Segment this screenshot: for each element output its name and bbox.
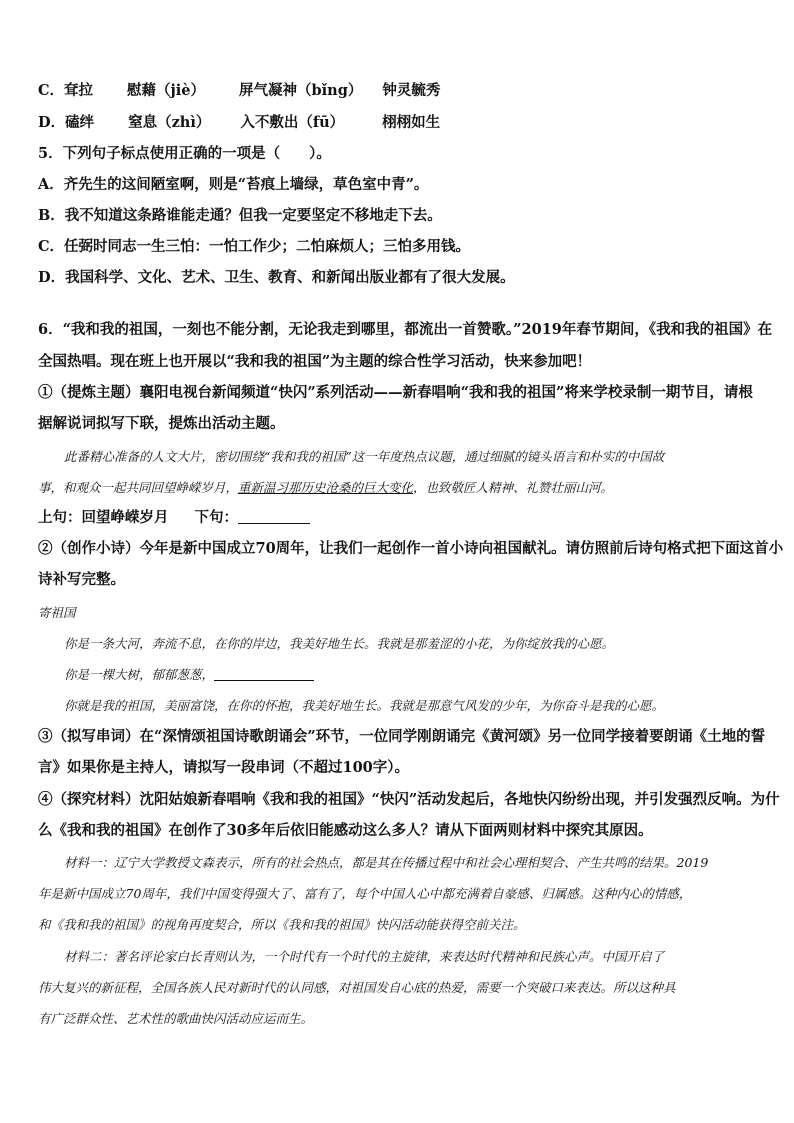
- question-6-stem-line-1: 6．“我和我的祖国，一刻也不能分割，无论我走到哪里，都流出一首赞歌。”2019年春节期间，《我和我的祖国》在: [38, 321, 773, 338]
- couplet-answer-blank[interactable]: [238, 509, 310, 524]
- question-6-stem-line-2: 全国热唱。现在班上也开展以“我和我的祖国”为主题的综合性学习活动，快来参加吧！: [38, 353, 592, 370]
- option-c-word-1: 慰藉（jiè）: [127, 82, 206, 99]
- material-1-text-a: 事，和观众一起共同回望峥嵘岁月，: [38, 480, 239, 495]
- couplet-line: [38, 508, 310, 528]
- question-5-option-a: A．齐先生的这间陋室啊，则是“苔痕上墙绿，草色室中青”。: [38, 176, 429, 193]
- material-1-line-2: [38, 478, 613, 498]
- material-one-line-1: 材料一：辽宁大学教授文森表示，所有的社会热点，都是其在传播过程中和社会心理相契合、产生共鸣的结果。2019: [64, 855, 709, 870]
- couplet-lower-label: 下句：: [194, 509, 238, 526]
- material-two-line-2: 伟大复兴的新征程，全国各族人民对新时代的认同感，对祖国发自心底的热爱，需要一个突破口来表达。所以这种具: [38, 980, 676, 995]
- part-1-line-1: ①（提炼主题）襄阳电视台新闻频道“快闪”系列活动——新春唱响“我和我的祖国”将来学校录制一期节目，请根: [38, 384, 753, 401]
- poem-answer-blank[interactable]: [214, 666, 314, 681]
- part-4-line-1: ④（探究材料）沈阳姑娘新春唱响《我和我的祖国》“快闪”活动发起后，各地快闪纷纷出现，并引发强烈反响。为什: [38, 791, 780, 808]
- material-one-line-3: 和《我和我的祖国》的视角再度契合，所以《我和我的祖国》快闪活动能获得空前关注。: [38, 917, 526, 932]
- poem-title: 寄祖国: [38, 605, 76, 620]
- underlined-phrase: 重新温习那历史沧桑的巨大变化: [238, 480, 414, 495]
- option-c-word-3: 钟灵毓秀: [382, 82, 441, 99]
- question-5-option-b: B．我不知道这条路谁能走通？但我一定要坚定不移地走下去。: [38, 207, 442, 224]
- option-c-label: C．耷拉: [38, 82, 94, 99]
- poem-line-2: [64, 665, 314, 685]
- option-c-word-2: 屏气凝神（bǐng）: [239, 82, 363, 99]
- material-1-text-b: ，也致敬匠人精神、礼赞壮丽山河。: [413, 480, 614, 495]
- material-two-line-3: 有广泛群众性、艺术性的歌曲快闪活动应运而生。: [38, 1011, 314, 1026]
- part-2-line-2: 诗补写完整。: [38, 571, 125, 588]
- material-one-line-2: 年是新中国成立70周年，我们中国变得强大了、富有了，每个中国人心中都充满着自豪感、归属感。这种内心的情感，: [38, 886, 692, 901]
- option-d-label: D．磕绊: [38, 114, 95, 131]
- poem-line-2-text: 你是一棵大树，郁郁葱葱，: [64, 667, 215, 682]
- option-d-word-1: 窒息（zhì）: [128, 114, 211, 131]
- couplet-upper: 上句：回望峥嵘岁月: [38, 509, 169, 526]
- material-1-line-1: 此番精心准备的人文大片，密切围绕“我和我的祖国”这一年度热点议题，通过细腻的镜头语言和朴实的中国故: [64, 449, 665, 464]
- material-two-line-1: 材料二：著名评论家白长青则认为，一个时代有一个时代的主旋律，来表达时代精神和民族心声。中国开启了: [64, 949, 665, 964]
- option-d-word-2: 入不敷出（fū）: [240, 114, 345, 131]
- question-5-stem: 5．下列句子标点使用正确的一项是（ ）。: [38, 145, 331, 162]
- part-3-line-2: 言》如果你是主持人，请拟写一段串词（不超过100字）。: [38, 759, 410, 776]
- part-2-line-1: ②（创作小诗）今年是新中国成立70周年，让我们一起创作一首小诗向祖国献礼。请仿照前后诗句格式把下面这首小: [38, 540, 784, 557]
- part-3-line-1: ③（拟写串词）在“深情颂祖国诗歌朗诵会”环节，一位同学刚朗诵完《黄河颂》另一位同学接着要朗诵《土地的誓: [38, 728, 766, 745]
- part-4-line-2: 么《我和我的祖国》在创作了30多年后依旧能感动这么多人？请从下面两则材料中探究其原因。: [38, 822, 653, 839]
- poem-line-3: 你就是我的祖国，美丽富饶，在你的怀抱，我美好地生长。我就是那意气风发的少年，为你奋斗是我的心愿。: [64, 698, 665, 713]
- question-5-option-d: D．我国科学、文化、艺术、卫生、教育、和新闻出版业都有了很大发展。: [38, 269, 515, 286]
- option-c-line: [38, 81, 440, 101]
- part-1-line-2: 据解说词拟写下联，提炼出活动主题。: [38, 415, 285, 432]
- option-d-word-3: 栩栩如生: [382, 114, 441, 131]
- poem-line-1: 你是一条大河，奔流不息，在你的岸边，我美好地生长。我就是那羞涩的小花，为你绽放我的心愿。: [64, 636, 615, 651]
- question-5-option-c: C．任弼时同志一生三怕：一怕工作少；二怕麻烦人；三怕多用钱。: [38, 238, 471, 255]
- option-d-line: [38, 113, 440, 133]
